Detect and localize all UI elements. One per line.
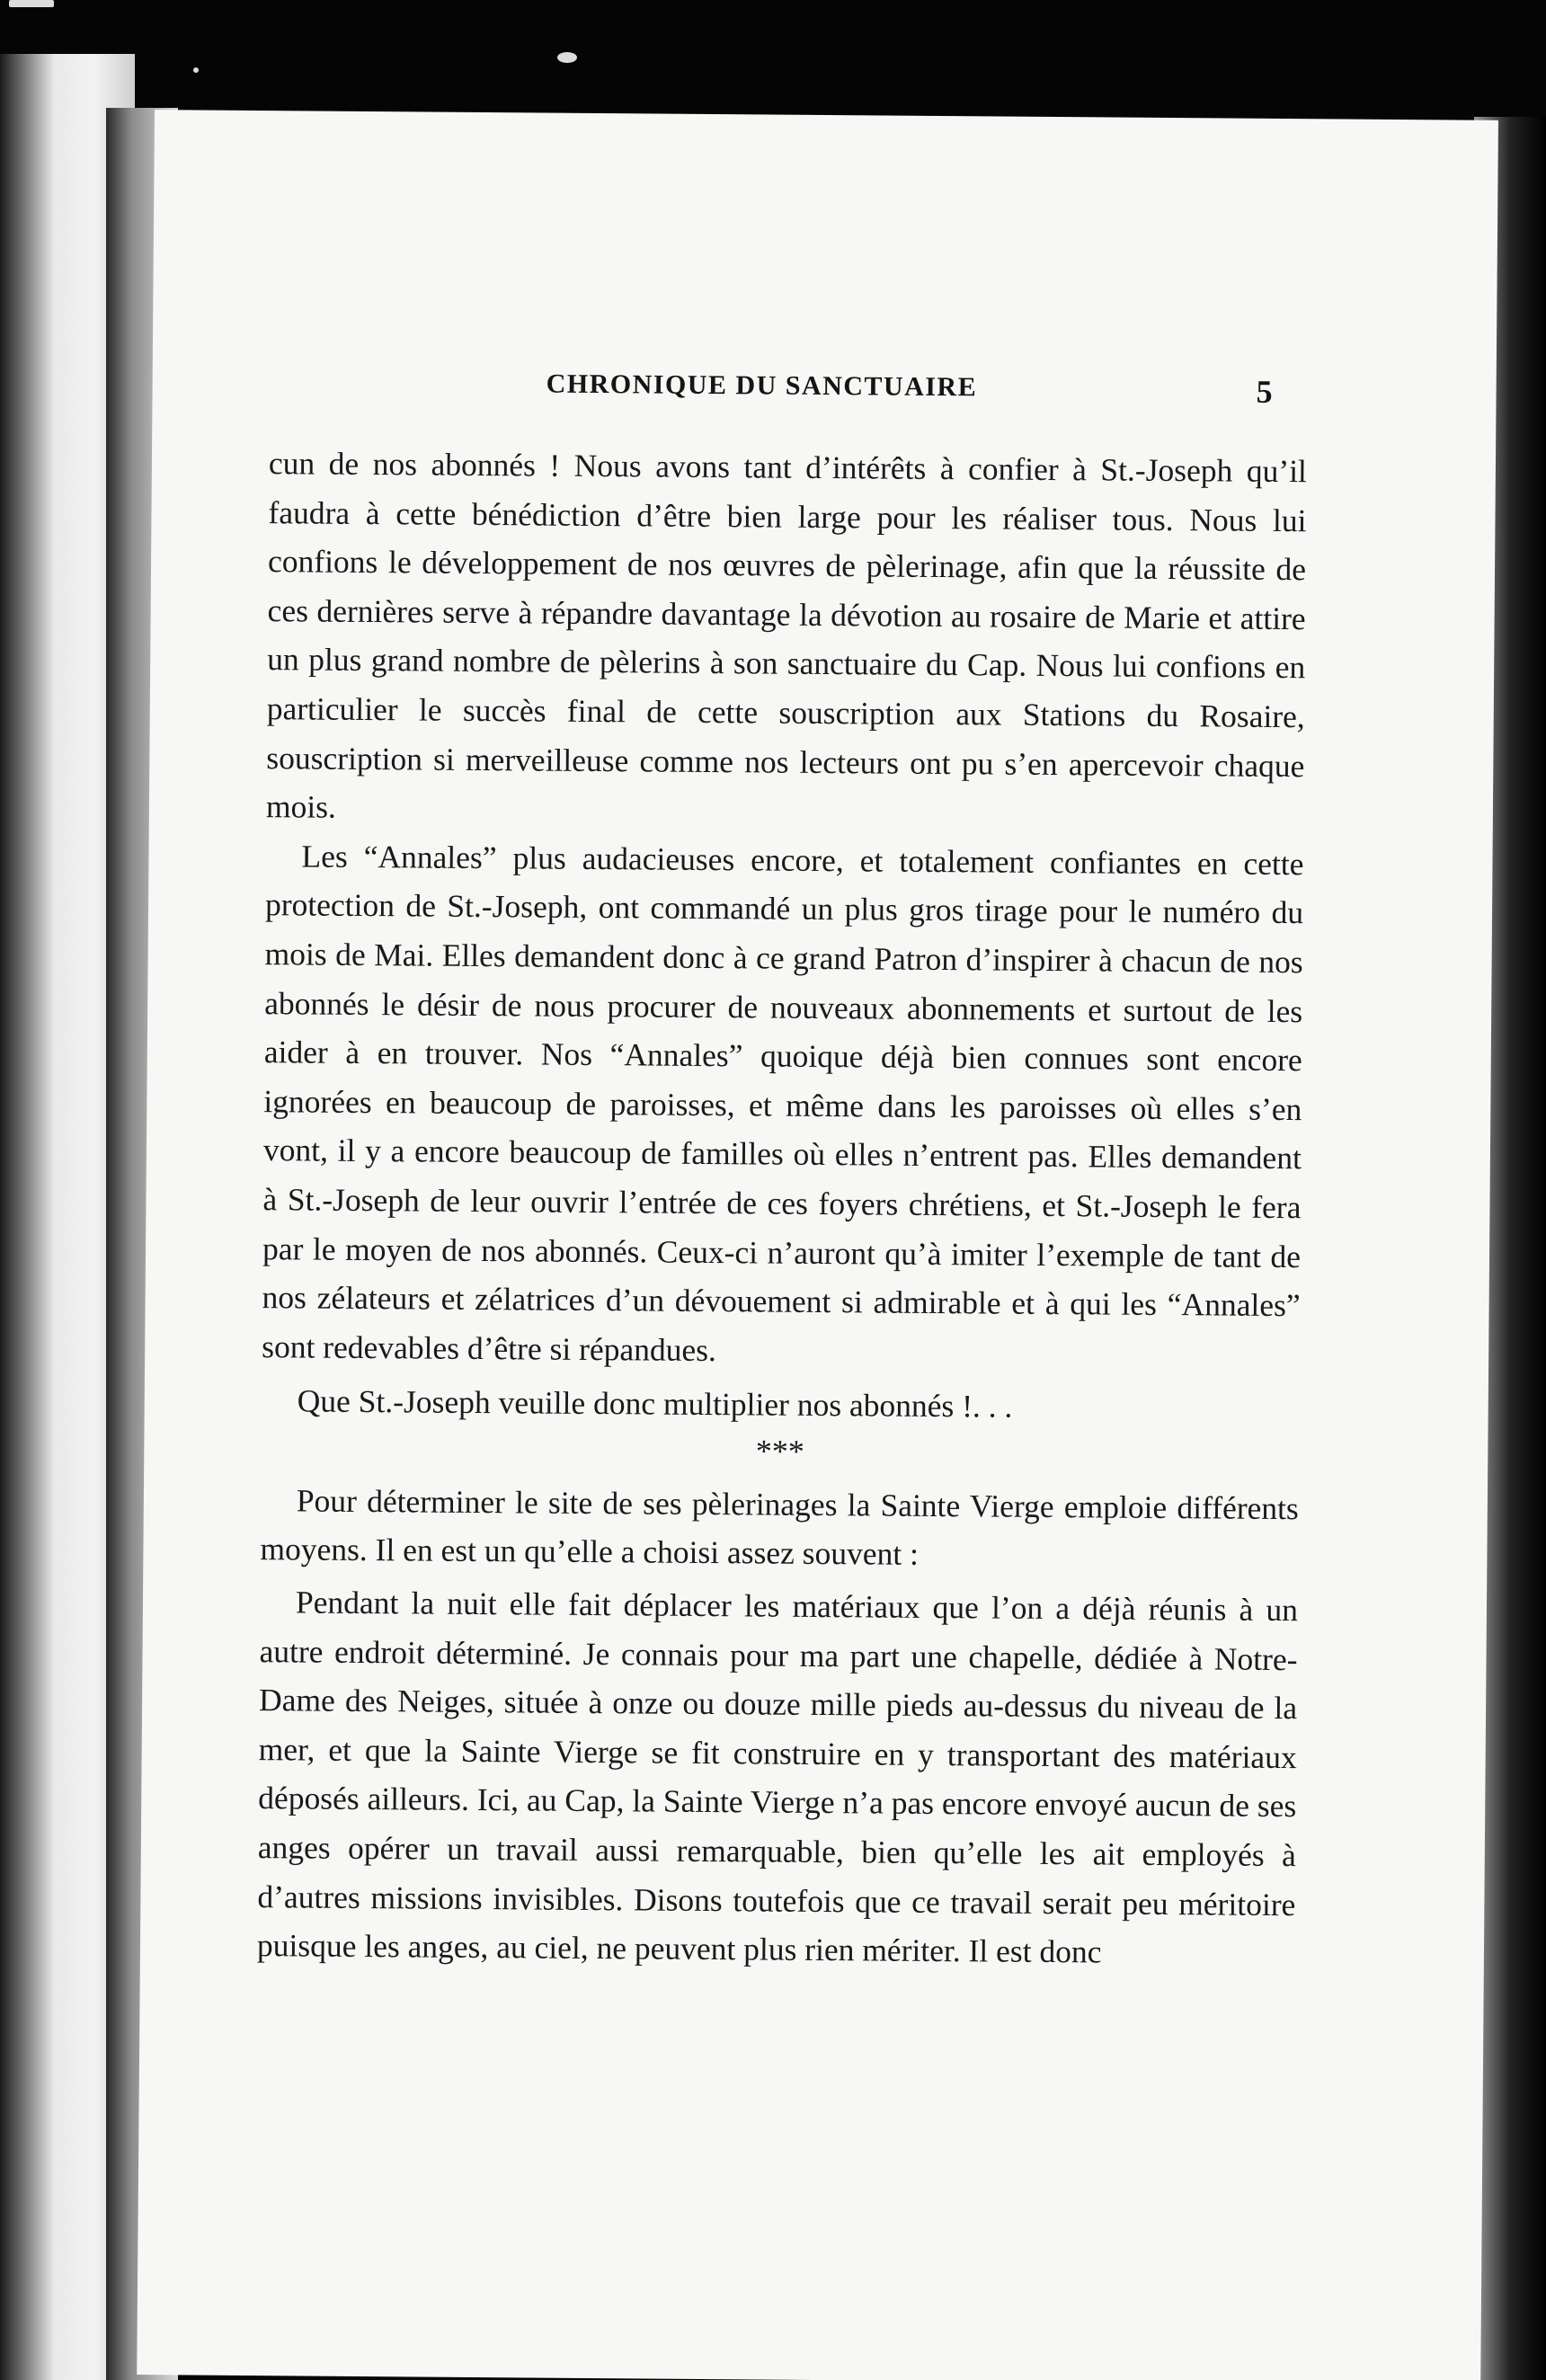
asterism-separator: *** [755,1433,804,1470]
scan-speck [9,0,54,7]
running-title: CHRONIQUE DU SANCTUAIRE [546,369,978,403]
scan-speck [557,52,577,63]
book-page [137,110,1498,2380]
paragraph [262,831,1304,1380]
page-number: 5 [1256,373,1273,410]
paragraph [266,439,1307,839]
paragraph [260,1476,1299,1582]
paragraph [257,1577,1298,1978]
running-head [152,366,1496,431]
paragraph-text: Pour déterminer le site de ses pèlerinages la Sainte Vierge emploie différents moyens. Il en est un qu’elle a choisi assez souvent : [260,1482,1299,1573]
paragraph-text: Les “Annales” plus audacieuses encore, et totalement confiantes en cette protection de St.-Joseph, ont commandé un plus gros tirage pour le numéro du mois de Mai. Elles demandent donc à ce grand Patron d’inspirer à chacun de nos abonnés le désir de nous procurer de nouveaux abonnements et surtout de les aider à en trouver. Nos “Annales” quoique déjà bien connues sont encore ignorées en beaucoup de paroisses, et même dans les paroisses où elles s’en vont, il y a encore beaucoup de familles où elles n’entrent pas. Elles demandent à St.-Joseph de leur ouvrir l’entrée de ces foyers chrétiens, et St.-Joseph le fera par le moyen de nos abonnés. Ceux-ci n’auront qu’à imiter l’exemple de tant de nos zélateurs et zélatrices d’un dévouement si admirable et à qui les “Annales” sont redevables d’être si répandues. [262,838,1304,1368]
paragraph-text: Que St.-Joseph veuille donc multiplier nos abonnés !. . . [297,1382,1013,1425]
paragraph [262,1376,1300,1434]
scan-speck [193,67,199,73]
paragraph-text: Pendant la nuit elle fait déplacer les matériaux que l’on a déjà réunis à un autre endroit déterminé. Je connais pour ma part une chapelle, dédiée à Notre-Dame des Neiges, située à onze ou douze mille pieds au-dessus du niveau de la mer, et que la Sainte Vierge se fit construire en y transportant des matériaux déposés ailleurs. Ici, au Cap, la Sainte Vierge n’a pas encore envoyé aucun de ses anges opérer un travail aussi remarquable, bien qu’elle les ait employés à d’autres missions invisibles. Disons toutefois que ce travail serait peu méritoire puisque les anges, au ciel, ne peuvent plus rien mériter. Il est donc [256,1584,1299,1970]
body-text [257,439,1307,1978]
paragraph-text: cun de nos abonnés ! Nous avons tant d’intérêts à confier à St.-Joseph qu’il faudra à cette bénédiction d’être bien large pour les réaliser tous. Nous lui confions le développement de nos œuvres de pèlerinage, afin que la réussite de ces dernières serve à répandre davantage la dévotion au rosaire de Marie et attire un plus grand nombre de pèlerins à son sanctuaire du Cap. Nous lui confions en particulier le succès final de cette souscription aux Stations du Rosaire, souscription si merveilleuse comme nos lecteurs ont pu s’en apercevoir chaque mois. [265,445,1308,825]
